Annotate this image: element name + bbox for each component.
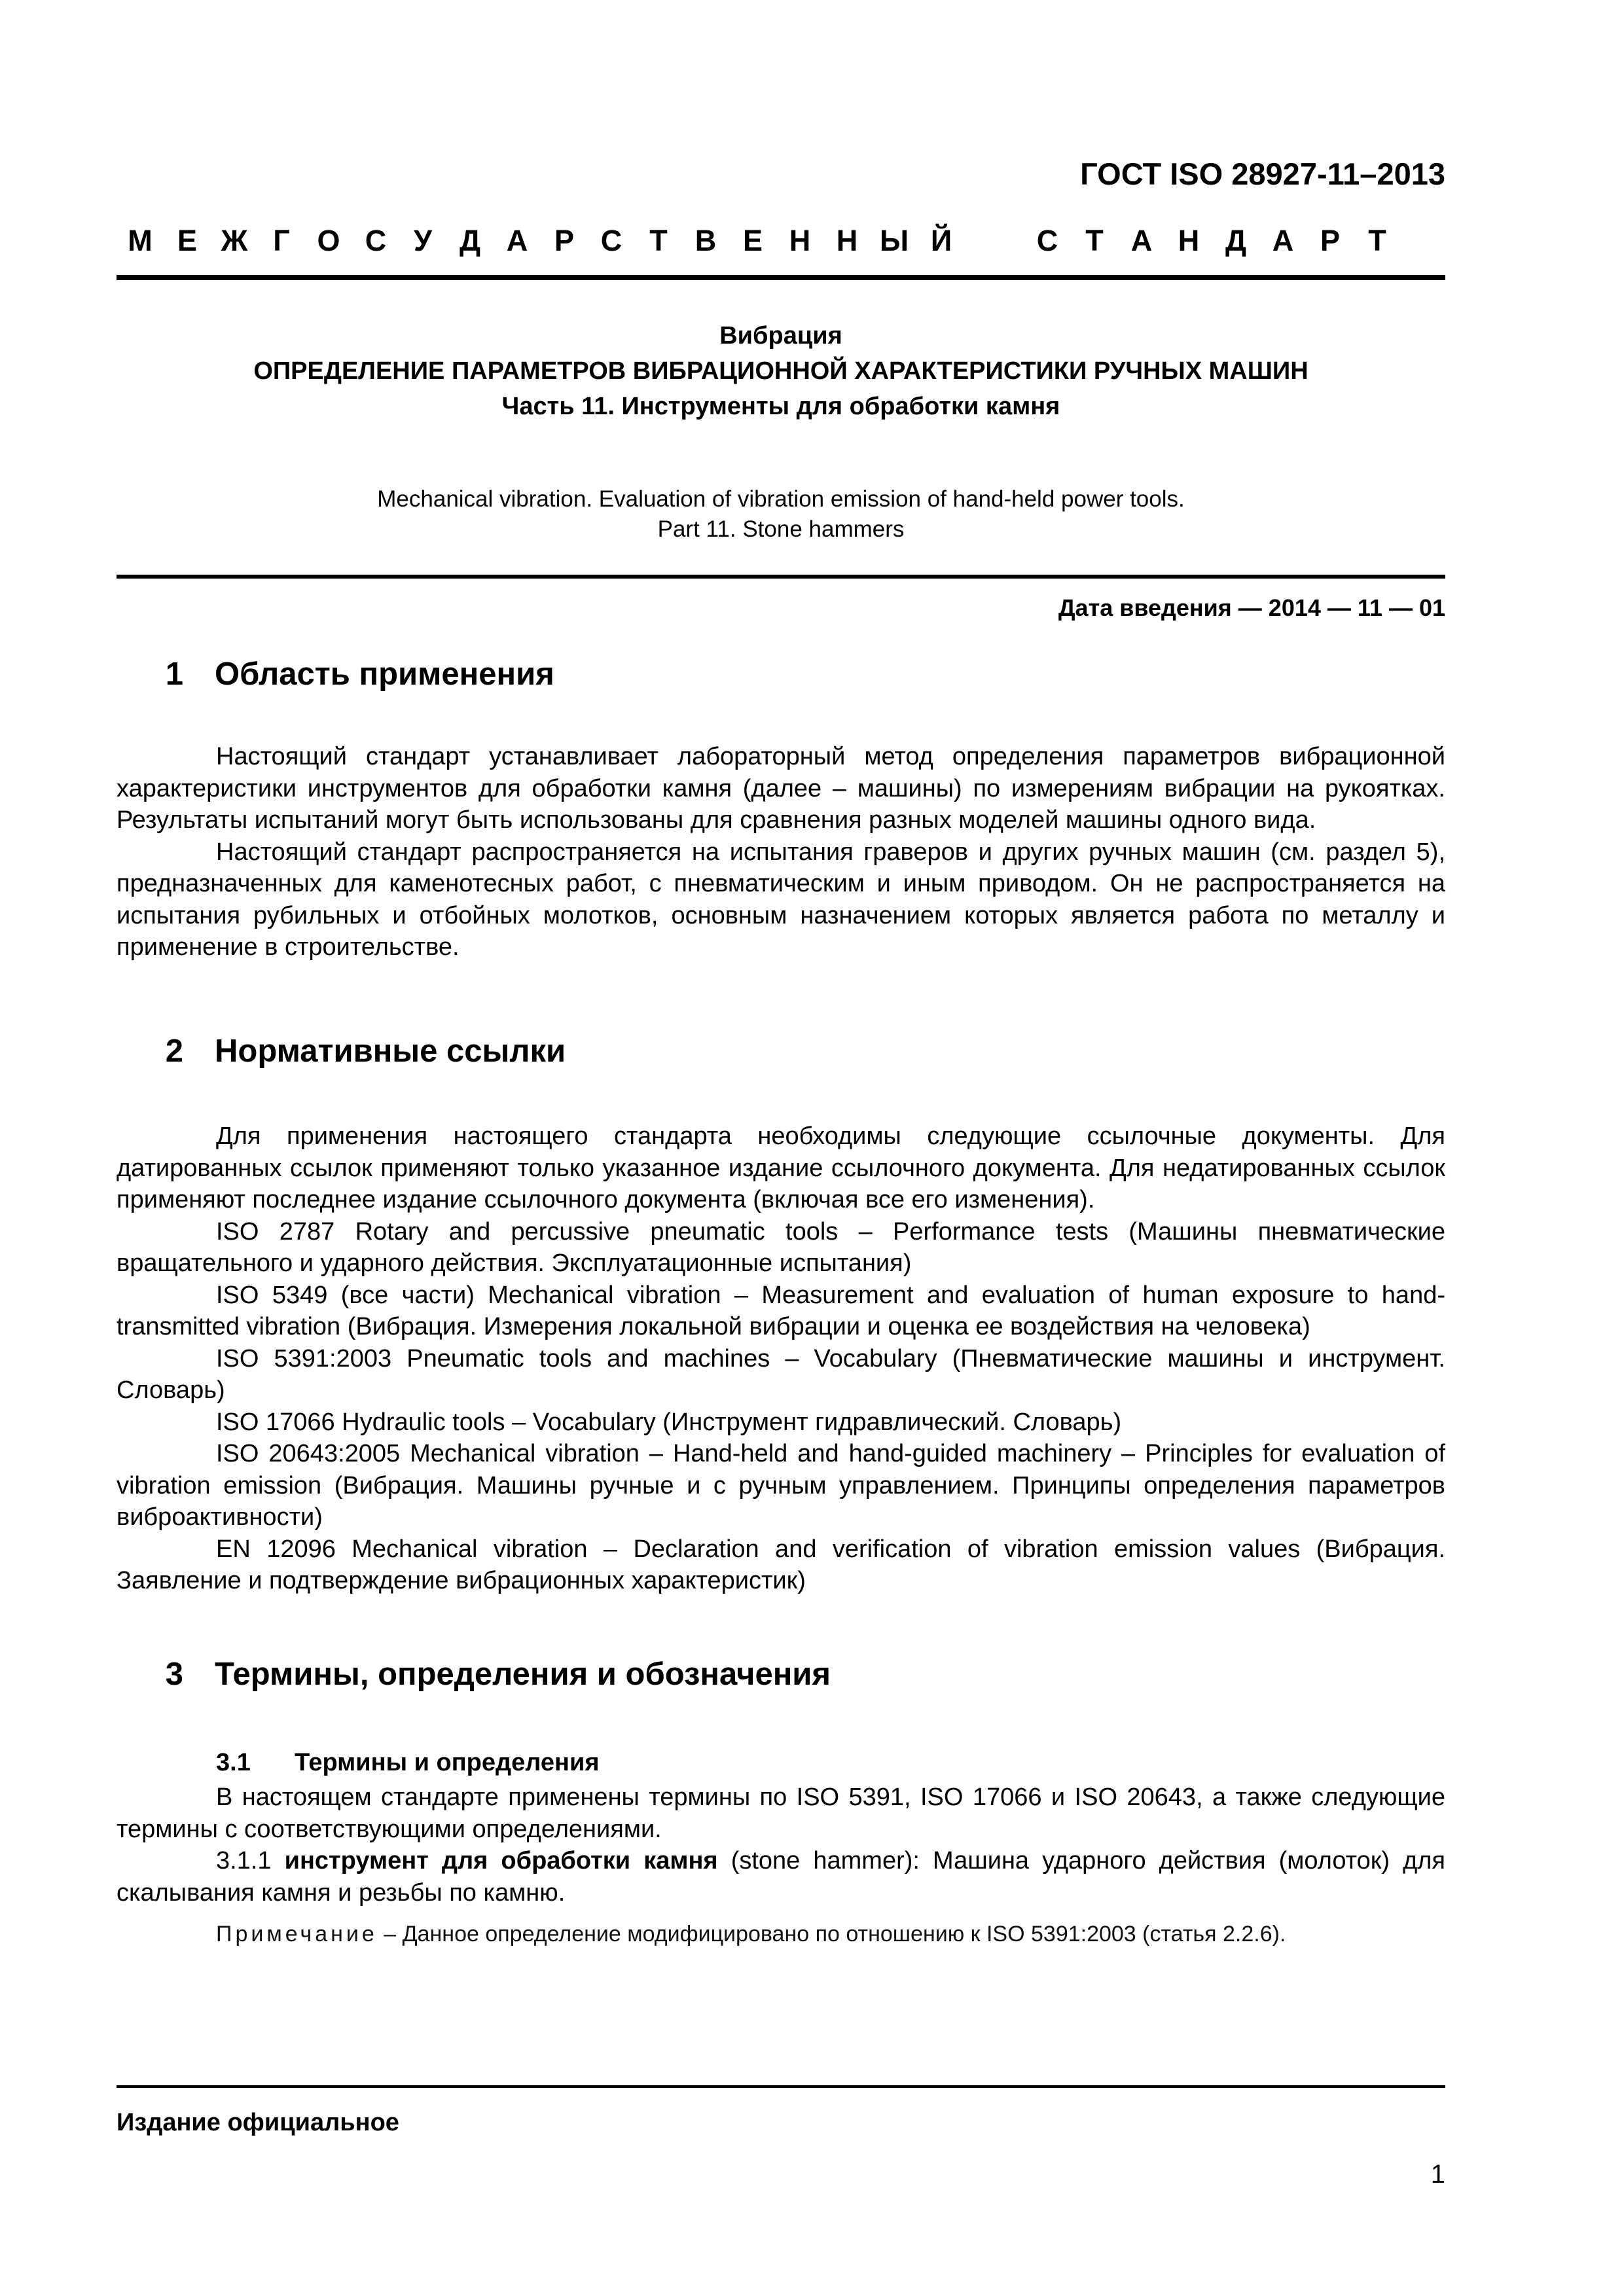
reference-item: ISO 20643:2005 Mechanical vibration – Hand-held and hand-guided machinery – Principles for evaluation of vibration emission (Вибрация. Машины ручные и с ручным управлением. Принципы определения параметров виброактивности) (117, 1440, 1445, 1531)
paragraph: Настоящий стандарт распространяется на испытания граверов и других ручных машин (см. раздел 5), предназначенных для каменотесных работ, с пневматическим и иным приводом. Он не распространяется на испытания рубильных и отбойных молотков, основным назначением которых является работа по металлу и применение в строительстве. (117, 838, 1445, 961)
interstate-letter: Е (742, 224, 763, 257)
subsection-3-1-heading (216, 1749, 600, 1777)
section-title: Термины, определения и обозначения (215, 1657, 831, 1692)
term-definition (117, 1845, 1445, 1909)
interstate-letter: М (128, 224, 153, 257)
english-title (117, 484, 1445, 545)
title-line-3: Часть 11. Инструменты для обработки камня (501, 393, 1060, 420)
interstate-letter: Р (1320, 224, 1340, 257)
paragraph: В настоящем стандарте применены термины по ISO 5391, ISO 17066 и ISO 20643, а также следующие термины с соответствующими определениями. (117, 1784, 1445, 1843)
english-title-line-2: Part 11. Stone hammers (657, 516, 905, 542)
introduction-date: Дата введения — 2014 — 11 — 01 (1058, 594, 1445, 621)
term: инструмент для обработки камня (284, 1847, 718, 1874)
section-title: Нормативные ссылки (215, 1033, 566, 1069)
interstate-letter: О (317, 224, 340, 257)
note (216, 1922, 1286, 1947)
interstate-letter: В (695, 224, 717, 257)
interstate-standard-heading (117, 224, 1445, 258)
english-title-line-1: Mechanical vibration. Evaluation of vibration emission of hand-held power tools. (377, 486, 1185, 512)
interstate-letter: Р (554, 224, 574, 257)
interstate-letter: А (1272, 224, 1294, 257)
title-line-1: Вибрация (719, 322, 842, 350)
reference-item: ISO 5391:2003 Pneumatic tools and machines – Vocabulary (Пневматические машины и инструмент. Словарь) (117, 1344, 1445, 1404)
section-title: Область применения (215, 656, 554, 692)
section-1-body (117, 741, 1445, 963)
paragraph: Для применения настоящего стандарта необходимы следующие ссылочные документы. Для датированных ссылок применяют только указанное издание ссылочного документа. Для недатированных ссылок применяют последнее издание ссылочного документа (включая все его изменения). (117, 1122, 1445, 1213)
interstate-letter: Т (1085, 224, 1104, 257)
subsection-title: Термины и определения (295, 1749, 600, 1776)
subsection-number: 3.1 (216, 1749, 251, 1776)
reference-item: EN 12096 Mechanical vibration – Declaration and verification of vibration emission values (Вибрация. Заявление и подтверждение вибрационных характеристик) (117, 1535, 1445, 1594)
interstate-letter: Д (1225, 224, 1247, 257)
interstate-letter: С (600, 224, 623, 257)
section-2-body (117, 1121, 1445, 1597)
section-3-body (117, 1782, 1445, 1909)
interstate-letter: Ж (221, 224, 248, 257)
section-number: 1 (165, 656, 183, 692)
interstate-letter: Т (649, 224, 668, 257)
interstate-letter: Г (273, 224, 290, 257)
reference-item: ISO 17066 Hydraulic tools – Vocabulary (Инструмент гидравлический. Словарь) (216, 1408, 1122, 1436)
paragraph: Настоящий стандарт устанавливает лабораторный метод определения параметров вибрационной характеристики инструментов для обработки камня (далее – машины) по измерениям вибрации на рукоятках. Результаты испытаний могут быть использованы для сравнения разных моделей машины одного вида. (117, 743, 1445, 834)
title-line-2: ОПРЕДЕЛЕНИЕ ПАРАМЕТРОВ ВИБРАЦИОННОЙ ХАРАКТЕРИСТИКИ РУЧНЫХ МАШИН (253, 357, 1308, 385)
bottom-rule (117, 2085, 1445, 2088)
interstate-letter: Й (930, 224, 952, 257)
reference-item: ISO 5349 (все части) Mechanical vibration – Measurement and evaluation of human exposure to hand-transmitted vibration (Вибрация. Измерения локальной вибрации и оценка ее воздействия на человека) (117, 1281, 1445, 1340)
interstate-letter: Т (1368, 224, 1386, 257)
interstate-letter: У (414, 224, 432, 257)
interstate-letter: Н (836, 224, 858, 257)
interstate-letter: Н (789, 224, 811, 257)
official-edition-label: Издание официальное (117, 2109, 399, 2136)
section-number: 3 (165, 1657, 183, 1692)
interstate-letter: А (506, 224, 528, 257)
interstate-letter (965, 224, 1024, 258)
middle-rule (117, 575, 1445, 579)
section-1-heading (117, 656, 554, 692)
top-rule (117, 275, 1445, 280)
note-text: – Данное определение модифицировано по отношению к ISO 5391:2003 (статья 2.2.6). (377, 1922, 1286, 1946)
interstate-letter: С (365, 224, 387, 257)
interstate-letter: Е (177, 224, 197, 257)
standard-number: ГОСТ ISO 28927-11–2013 (1080, 156, 1445, 191)
reference-item: ISO 2787 Rotary and percussive pneumatic tools – Performance tests (Машины пневматические вращательного и ударного действия. Эксплуатационные испытания) (117, 1217, 1445, 1277)
term-number: 3.1.1 (216, 1847, 272, 1874)
interstate-letter: С (1036, 224, 1058, 257)
term-text: (stone hammer): Машина ударного действия (молоток) для скалывания камня и резьбы по камню. (117, 1847, 1446, 1907)
note-label: Примечание (216, 1922, 378, 1946)
interstate-letter: Н (1178, 224, 1200, 257)
interstate-letter: Ы (879, 224, 909, 257)
page-number: 1 (1430, 2160, 1445, 2189)
interstate-letter: Д (459, 224, 481, 257)
interstate-letter: А (1130, 224, 1153, 257)
section-3-heading (117, 1656, 831, 1693)
document-title (117, 318, 1445, 424)
section-2-heading (117, 1033, 566, 1069)
section-number: 2 (165, 1033, 183, 1069)
